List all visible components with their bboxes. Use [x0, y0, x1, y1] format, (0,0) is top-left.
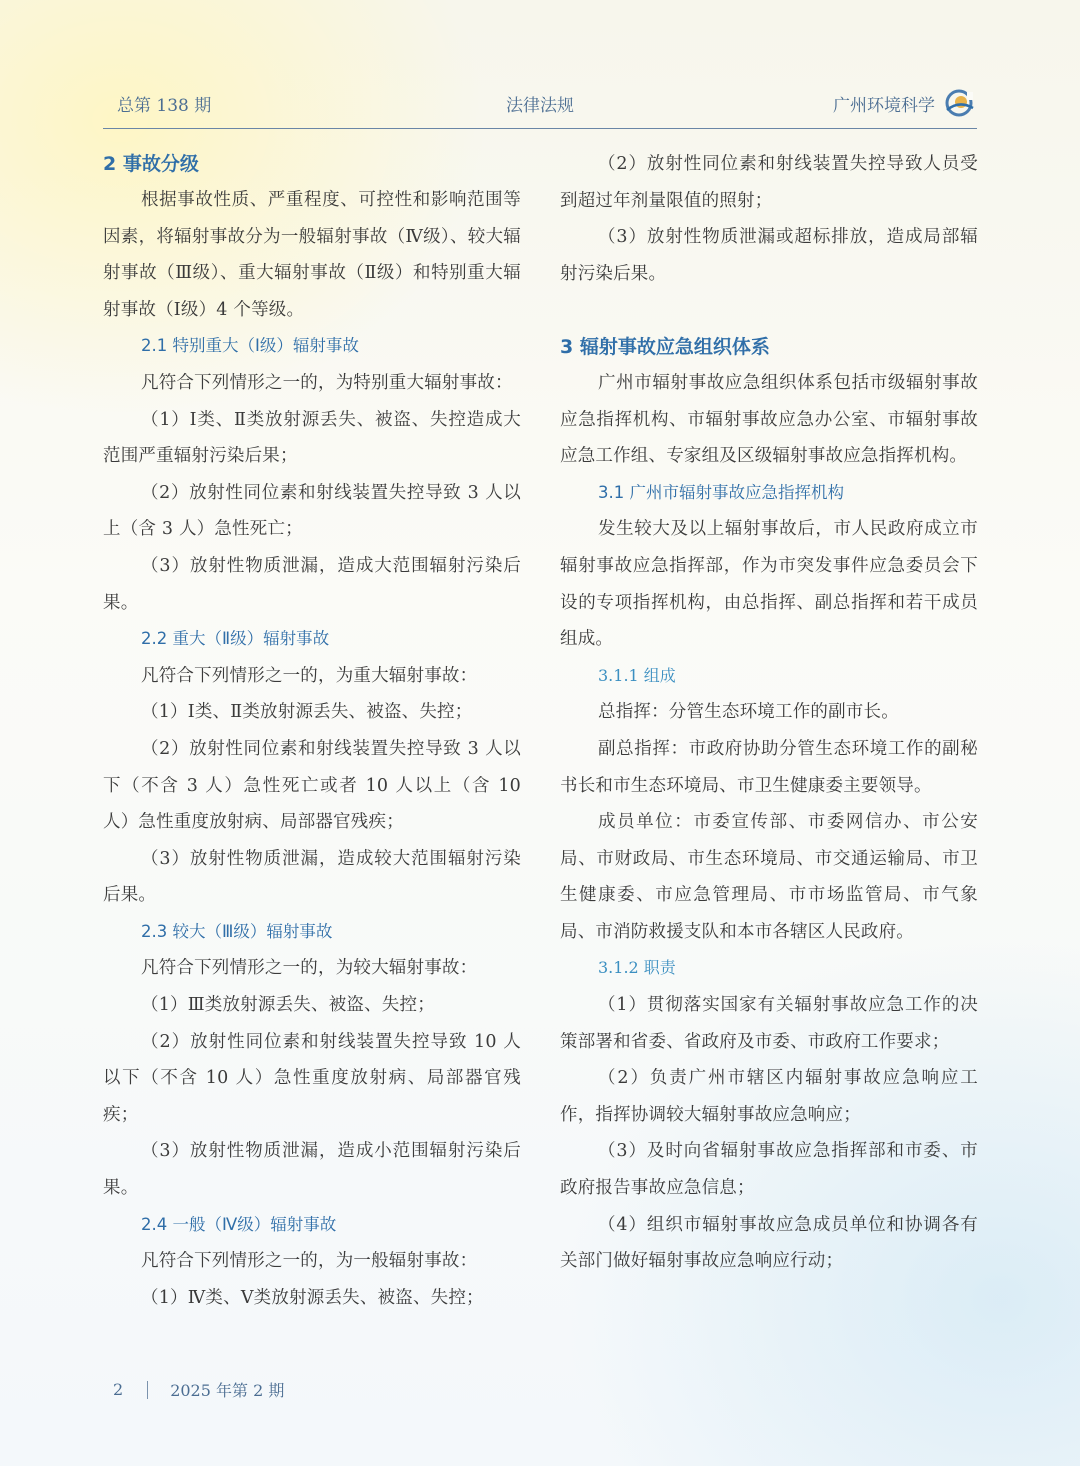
right-column: [560, 146, 978, 1280]
paragraph: 成员单位：市委宣传部、市委网信办、市公安局、市财政局、市生态环境局、市交通运输局、市卫生健康委、市应急管理局、市市场监管局、市气象局、市消防救援支队和本市各辖区人民政府。: [560, 812, 978, 942]
paragraph: 凡符合下列情形之一的，为重大辐射事故：: [141, 665, 478, 686]
footer-issue: 2025 年第 2 期: [170, 1381, 285, 1400]
list-item: （2）负责广州市辖区内辐射事故应急响应工作，指挥协调较大辐射事故应急响应；: [560, 1068, 978, 1125]
page-header: [103, 88, 977, 129]
journal-logo-icon: [943, 88, 977, 118]
paragraph: 总指挥：分管生态环境工作的副市长。: [598, 702, 899, 723]
list-item: （1）Ⅰ类、Ⅱ类放射源丢失、被盗、失控造成大范围严重辐射污染后果；: [103, 409, 521, 467]
list-item: （2）放射性同位素和射线装置失控导致人员受到超过年剂量限值的照射；: [560, 154, 978, 211]
paragraph: 凡符合下列情形之一的，为特别重大辐射事故：: [141, 372, 513, 393]
list-item: （3）放射性物质泄漏，造成大范围辐射污染后果。: [103, 555, 521, 613]
list-item: （1）Ⅰ类、Ⅱ类放射源丢失、被盗、失控；: [141, 702, 473, 723]
list-item: （1）贯彻落实国家有关辐射事故应急工作的决策部署和省委、省政府及市委、市政府工作要求；: [560, 995, 978, 1052]
section-3-1-title: 3.1 广州市辐射事故应急指挥机构: [598, 482, 844, 502]
section-2-1-title: 2.1 特别重大（Ⅰ级）辐射事故: [141, 336, 359, 356]
journal-name: 广州环境科学: [833, 95, 935, 116]
header-section: 法律法规: [506, 96, 574, 116]
section-3-1-2-title: 3.1.2 职责: [598, 958, 676, 978]
paragraph: 副总指挥：市政府协助分管生态环境工作的副秘书长和市生态环境局、市卫生健康委主要领导。: [560, 738, 978, 796]
list-item: （3）放射性物质泄漏，造成小范围辐射污染后果。: [103, 1141, 521, 1199]
paragraph: 根据事故性质、严重程度、可控性和影响范围等因素，将辐射事故分为一般辐射事故（Ⅳ级）、较大辐射事故（Ⅲ级）、重大辐射事故（Ⅱ级）和特别重大辐射事故（Ⅰ级）4 个等级。: [103, 190, 521, 320]
list-item: （3）放射性物质泄漏，造成较大范围辐射污染后果。: [103, 848, 521, 906]
page-footer: [113, 1378, 284, 1401]
page-number: 2: [113, 1380, 124, 1399]
paragraph: 凡符合下列情形之一的，为较大辐射事故：: [141, 958, 478, 979]
section-3-title: 3 辐射事故应急组织体系: [560, 335, 770, 358]
footer-divider: [147, 1381, 148, 1399]
header-issue: 总第 138 期: [117, 96, 212, 116]
section-2-4-title: 2.4 一般（Ⅳ级）辐射事故: [141, 1214, 337, 1234]
list-item: （1）Ⅳ类、Ⅴ类放射源丢失、被盗、失控；: [141, 1287, 484, 1308]
section-2-title: 2 事故分级: [103, 153, 199, 175]
list-item: （4）组织市辐射事故应急成员单位和协调各有关部门做好辐射事故应急响应行动；: [560, 1214, 978, 1272]
section-2-2-title: 2.2 重大（Ⅱ级）辐射事故: [141, 629, 330, 649]
list-item: （1）Ⅲ类放射源丢失、被盗、失控；: [141, 995, 435, 1016]
section-3-1-1-title: 3.1.1 组成: [598, 665, 676, 685]
spacer: [560, 292, 978, 329]
list-item: （2）放射性同位素和射线装置失控导致 10 人以下（不含 10 人）急性重度放射病、局部器官残疾；: [103, 1031, 521, 1125]
paragraph: 广州市辐射事故应急组织体系包括市级辐射事故应急指挥机构、市辐射事故应急办公室、市辐射事故应急工作组、专家组及区级辐射事故应急指挥机构。: [560, 372, 978, 467]
list-item: （2）放射性同位素和射线装置失控导致 3 人以上（含 3 人）急性死亡；: [103, 482, 521, 540]
left-column: [103, 146, 521, 1316]
paragraph: 发生较大及以上辐射事故后，市人民政府成立市辐射事故应急指挥部，作为市突发事件应急委员会下设的专项指挥机构，由总指挥、副总指挥和若干成员组成。: [560, 519, 978, 650]
list-item: （3）及时向省辐射事故应急指挥部和市委、市政府报告事故应急信息；: [560, 1141, 978, 1199]
section-2-3-title: 2.3 较大（Ⅲ级）辐射事故: [141, 921, 333, 941]
list-item: （3）放射性物质泄漏或超标排放，造成局部辐射污染后果。: [560, 227, 978, 284]
list-item: （2）放射性同位素和射线装置失控导致 3 人以下（不含 3 人）急性死亡或者 10 人以上（含 10 人）急性重度放射病、局部器官残疾；: [103, 738, 521, 833]
header-journal: [833, 88, 977, 118]
paragraph: 凡符合下列情形之一的，为一般辐射事故：: [141, 1251, 478, 1272]
